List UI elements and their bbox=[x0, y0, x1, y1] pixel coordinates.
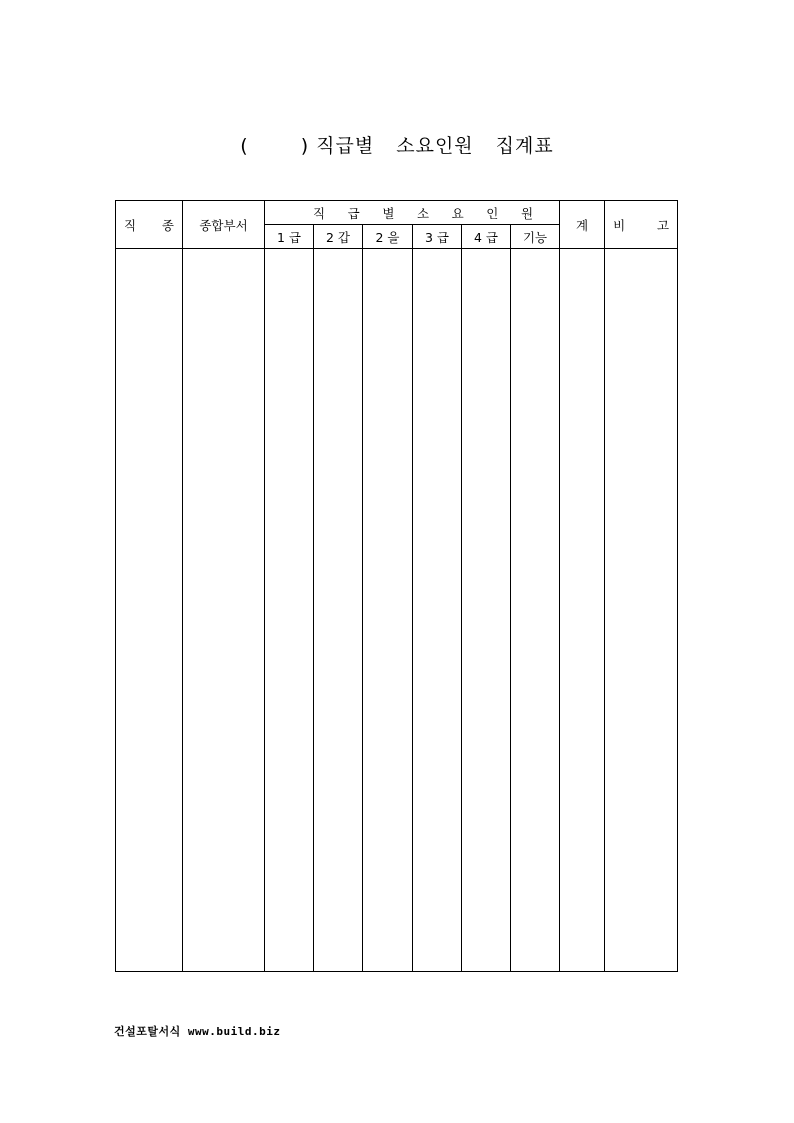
cell-remarks[interactable] bbox=[605, 249, 678, 972]
header-grade-1: 1 급 bbox=[265, 225, 314, 249]
header-grade-4: 4 급 bbox=[462, 225, 511, 249]
header-row-1 bbox=[116, 201, 678, 225]
cell-grade-skilled[interactable] bbox=[511, 249, 560, 972]
header-grade-2a: 2 갑 bbox=[314, 225, 363, 249]
body-row bbox=[116, 249, 678, 972]
cell-grade-1[interactable] bbox=[265, 249, 314, 972]
header-grade-3: 3 급 bbox=[413, 225, 462, 249]
title-part-summary: 집계표 bbox=[495, 135, 554, 157]
header-total: 계 bbox=[560, 201, 605, 249]
title-part-grade: 직급별 bbox=[316, 135, 375, 157]
header-grade-2b: 2 을 bbox=[363, 225, 413, 249]
title-part-headcount: 소요인원 bbox=[396, 135, 474, 157]
cell-grade-4[interactable] bbox=[462, 249, 511, 972]
headcount-table bbox=[115, 200, 678, 972]
title-close-paren: ) bbox=[300, 135, 310, 157]
title-open-paren: ( bbox=[240, 135, 249, 157]
footer-source: 건설포탈서식 www.build.biz bbox=[114, 1025, 281, 1038]
header-remarks: 비 고 bbox=[605, 201, 678, 249]
cell-job-type[interactable] bbox=[116, 249, 183, 972]
header-job-type: 직 종 bbox=[116, 201, 183, 249]
cell-grade-2a[interactable] bbox=[314, 249, 363, 972]
cell-total[interactable] bbox=[560, 249, 605, 972]
document-title bbox=[0, 131, 794, 158]
cell-grade-2b[interactable] bbox=[363, 249, 413, 972]
header-grade-skilled: 기능 bbox=[511, 225, 560, 249]
header-grade-group: 직 급 별 소 요 인 원 bbox=[265, 201, 560, 225]
cell-department[interactable] bbox=[183, 249, 265, 972]
cell-grade-3[interactable] bbox=[413, 249, 462, 972]
header-department: 종합부서 bbox=[183, 201, 265, 249]
